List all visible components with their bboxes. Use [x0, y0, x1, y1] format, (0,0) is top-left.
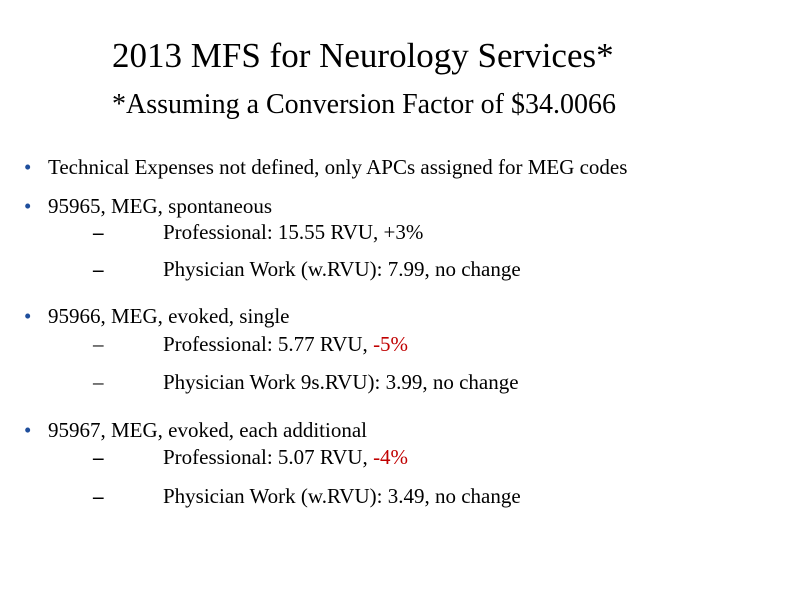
dash-icon: –	[93, 220, 104, 244]
change-negative: -5%	[373, 332, 409, 356]
bullet-dot-icon: •	[24, 194, 32, 218]
dash-icon: –	[93, 370, 104, 394]
sub-bullet-text: Physician Work 9s.RVU): 3.99, no change	[163, 370, 519, 394]
change-negative: -4%	[373, 445, 409, 469]
slide-subtitle: *Assuming a Conversion Factor of $34.0066	[112, 89, 616, 120]
dash-icon: –	[93, 484, 104, 508]
sub-bullet-text: Professional: 15.55 RVU, +3%	[163, 220, 424, 244]
bullet-text: 95965, MEG, spontaneous	[48, 194, 272, 218]
bullet-text: Technical Expenses not defined, only APCs assigned for MEG codes	[48, 155, 628, 179]
bullet-text: 95966, MEG, evoked, single	[48, 304, 290, 328]
bullet-text: 95967, MEG, evoked, each additional	[48, 418, 367, 442]
dash-icon: –	[93, 445, 104, 469]
sub-bullet-text: Physician Work (w.RVU): 3.49, no change	[163, 484, 521, 508]
dash-icon: –	[93, 332, 104, 356]
bullet-dot-icon: •	[24, 304, 32, 328]
bullet-dot-icon: •	[24, 418, 32, 442]
dash-icon: –	[93, 257, 104, 281]
sub-bullet-text: Physician Work (w.RVU): 7.99, no change	[163, 257, 521, 281]
bullet-dot-icon: •	[24, 155, 32, 179]
sub-bullet-text: Professional: 5.07 RVU,	[163, 445, 374, 469]
slide-title: 2013 MFS for Neurology Services*	[112, 36, 614, 75]
sub-bullet-text: Professional: 5.77 RVU,	[163, 332, 374, 356]
